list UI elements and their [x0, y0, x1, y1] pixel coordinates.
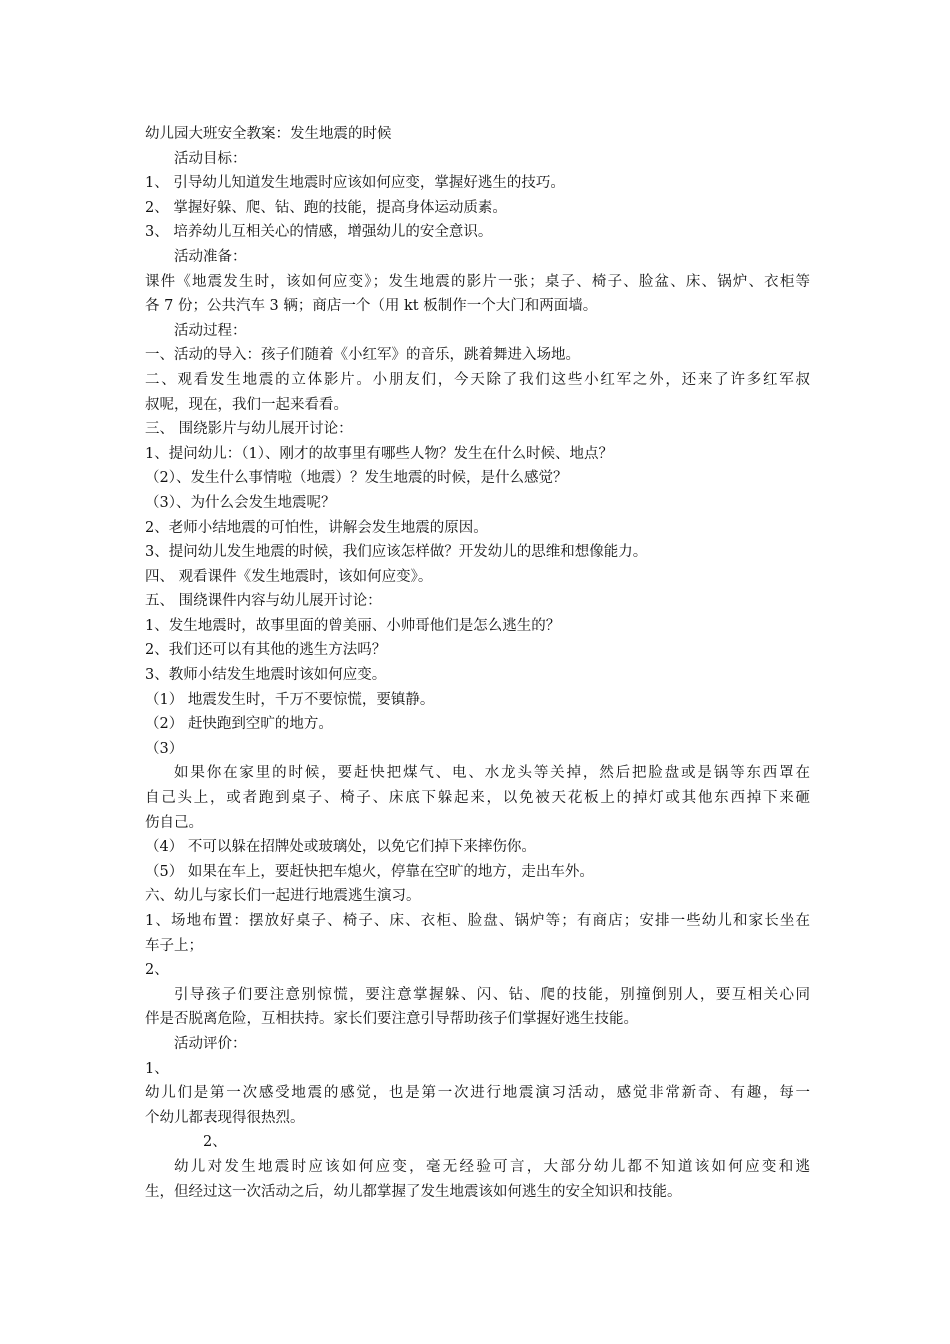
- eval-line: 1、: [145, 1060, 169, 1077]
- document-title: 幼儿园大班安全教案：发生地震的时候: [145, 126, 392, 142]
- process-line: 1、场地布置：摆放好桌子、椅子、床、衣柜、脸盘、锅炉等；有商店；安排一些幼儿和家长坐在: [145, 913, 810, 929]
- process-line: 叔呢，现在，我们一起来看看。: [145, 396, 348, 413]
- section-heading-goals: 活动目标：: [174, 150, 247, 167]
- process-line: 三、 围绕影片与幼儿展开讨论：: [145, 421, 353, 438]
- section-heading-process: 活动过程：: [174, 322, 247, 339]
- process-line: 四、 观看课件《发生地震时，该如何应变》。: [145, 568, 433, 585]
- goal-line: 1、 引导幼儿知道发生地震时应该如何应变，掌握好逃生的技巧。: [145, 175, 565, 192]
- process-line: 1、发生地震时，故事里面的曾美丽、小帅哥他们是怎么逃生的？: [145, 617, 561, 634]
- goal-line: 2、 掌握好躲、爬、钻、跑的技能，提高身体运动质素。: [145, 199, 507, 216]
- process-line: 引导孩子们要注意别惊慌，要注意掌握躲、闪、钻、爬的技能，别撞倒别人，要互相关心同: [174, 986, 810, 1003]
- process-line: （2） 赶快跑到空旷的地方。: [145, 716, 333, 733]
- section-heading-evaluation: 活动评价：: [174, 1035, 247, 1052]
- process-line: 2、我们还可以有其他的逃生方法吗？: [145, 642, 387, 659]
- process-line: （4） 不可以躲在招牌处或玻璃处，以免它们掉下来摔伤你。: [145, 839, 536, 856]
- process-line: 伤自己。: [145, 814, 203, 831]
- document-body: [145, 122, 810, 1204]
- process-line: 自己头上，或者跑到桌子、椅子、床底下躲起来，以免被天花板上的掉灯或其他东西掉下来砸: [145, 790, 810, 807]
- prep-line: 课件《地震发生时，该如何应变》；发生地震的影片一张；桌子、椅子、脸盆、床、锅炉、衣柜等: [145, 273, 810, 290]
- process-line: 3、提问幼儿发生地震的时候，我们应该怎样做？开发幼儿的思维和想像能力。: [145, 544, 648, 561]
- process-line: （5） 如果在车上，要赶快把车熄火，停靠在空旷的地方，走出车外。: [145, 863, 594, 880]
- process-line: 如果你在家里的时候，要赶快把煤气、电、水龙头等关掉，然后把脸盘或是锅等东西罩在: [174, 765, 810, 782]
- process-line: 伴是否脱离危险，互相扶持。家长们要注意引导帮助孩子们掌握好逃生技能。: [145, 1011, 638, 1028]
- prep-line: 各 7 份；公共汽车 3 辆；商店一个（用 kt 板制作一个大门和两面墙。: [145, 298, 598, 315]
- process-line: 1、提问幼儿：（1）、刚才的故事里有哪些人物？发生在什么时候、地点？: [145, 445, 613, 462]
- goal-line: 3、 培养幼儿互相关心的情感，增强幼儿的安全意识。: [145, 224, 493, 241]
- process-line: （2）、发生什么事情啦（地震）？发生地震的时候，是什么感觉？: [145, 470, 568, 487]
- eval-line: 生，但经过这一次活动之后，幼儿都掌握了发生地震该如何逃生的安全知识和技能。: [145, 1183, 682, 1200]
- process-line: 二、观看发生地震的立体影片。小朋友们，今天除了我们这些小红军之外，还来了许多红军叔: [145, 371, 810, 388]
- process-line: （1） 地震发生时，千万不要惊慌，要镇静。: [145, 691, 435, 708]
- eval-line: 个幼儿都表现得很热烈。: [145, 1109, 305, 1126]
- process-line: 2、老师小结地震的可怕性，讲解会发生地震的原因。: [145, 519, 488, 536]
- process-line: （3）: [145, 740, 184, 757]
- process-line: 一、活动的导入：孩子们随着《小红军》的音乐，跳着舞进入场地。: [145, 347, 580, 364]
- eval-line: 幼儿们是第一次感受地震的感觉，也是第一次进行地震演习活动，感觉非常新奇、有趣，每一: [145, 1085, 810, 1102]
- process-line: 2、: [145, 962, 169, 979]
- process-line: （3）、为什么会发生地震呢？: [145, 494, 336, 511]
- eval-line: 幼儿对发生地震时应该如何应变，毫无经验可言，大部分幼儿都不知道该如何应变和逃: [174, 1158, 810, 1175]
- process-line: 五、 围绕课件内容与幼儿展开讨论：: [145, 593, 382, 610]
- section-heading-prep: 活动准备：: [174, 248, 247, 265]
- process-line: 3、教师小结发生地震时该如何应变。: [145, 667, 387, 684]
- process-line: 六、幼儿与家长们一起进行地震逃生演习。: [145, 888, 421, 905]
- process-line: 车子上；: [145, 937, 203, 954]
- eval-line: 2、: [203, 1134, 227, 1151]
